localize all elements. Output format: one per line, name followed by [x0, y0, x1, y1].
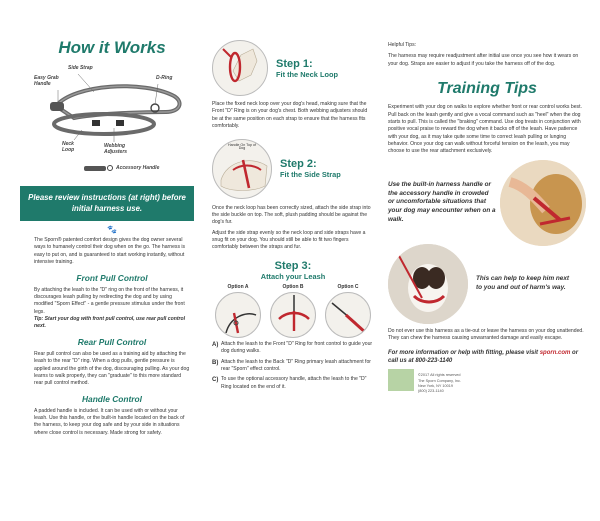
list-item [212, 359, 374, 374]
front-pull-text: By attaching the leash to the "D" ring on the front of the harness, it discourages leash pulling by redirecting the dog and by using modified "Sporn Effect" - a gentle pressure stimulus under the front legs. [34, 286, 185, 315]
photo-row-safety [388, 244, 586, 324]
step3-heading [212, 260, 374, 281]
accessory-ring-shape [108, 166, 113, 171]
step3-title: Step 3: [274, 259, 312, 272]
option-c-label: Option C [337, 283, 359, 290]
step2-text-2: Adjust the side strap evenly so the neck loop and side straps have a snug fit on your dog. You should still be able to fit two fingers comfortably between the straps and fur. [212, 229, 366, 251]
how-it-works-title: How it Works [58, 38, 166, 57]
option-c [322, 284, 374, 338]
helpful-tips-label: Helpful Tips: [388, 42, 417, 48]
label-accessory-handle: Accessory Handle [116, 165, 160, 171]
handle-photo [500, 160, 586, 246]
step1-row [212, 40, 374, 96]
handle-control-text: A padded handle is included. It can be used with or without your leash. Use this handle, or the built-in handle located on the back of the harness, to keep your dog safe and by your side in situations where close control is necessary. Made strong for safety. [34, 407, 185, 436]
handle-note: Use the built-in harness handle or the accessory handle in crowded or uncomfortable situations that your dog may encounter when on a walk. [388, 181, 496, 223]
website-link[interactable]: sporn.com [539, 349, 571, 356]
contact-suffix: or call us at 800-223-1140 [388, 349, 579, 364]
front-pull-tip: Tip: Start your dog with front pull control, use rear pull control next. [34, 316, 186, 330]
handle-shape [50, 102, 64, 111]
adjuster-shape [92, 120, 100, 126]
list-text: Attach the leash to the Back "D" Ring primary leash attachment for rear "Sporn" effect control. [221, 358, 371, 372]
step2-image [212, 139, 272, 199]
list-item [212, 376, 374, 391]
copyright-block [388, 369, 586, 394]
option-a-label: Option A [227, 283, 249, 290]
rear-pull-text: Rear pull control can also be used as a training aid by attaching the leash to the rear "D" ring. When a dog pulls, gentle pressure is applied around the girth of the dog, discouraging pulling. As your dog learns to walk properly, they can "graduate" to this more standard rear pull control method. [34, 350, 190, 387]
step2-row [212, 139, 374, 199]
list-key: A) [212, 341, 219, 348]
contact-info [388, 349, 586, 366]
option-b [267, 284, 319, 338]
list-key: C) [212, 377, 219, 384]
back-ring-icon [271, 293, 316, 338]
training-tips-text: Experiment with your dog on walks to explore whether front or rear control works best. Pull back on the leash gently and give a vocal command such as "heel" when the dog starts to pull. This is called the "braking" command. Use dog treats in conjunction with positive vocal praise to reward the dog when it backs off of the leash. Have patience with your dog, as it may take quite some time to correct leash pulling or lunging behavior. Once your dog can walk without forceful tension on the leash, you may choose to use the rear attachment exclusively. [388, 104, 582, 155]
step1-subtitle: Fit the Neck Loop [276, 69, 339, 79]
front-ring-icon [216, 293, 261, 338]
step2-subtitle: Fit the Side Strap [280, 170, 341, 179]
photo-row-handle [388, 160, 586, 246]
label-d-ring: D-Ring [156, 75, 173, 81]
contact-prefix: For more information or help with fitting, please visit [388, 349, 540, 356]
adjuster-shape [116, 120, 124, 126]
dog-neck-loop-icon [213, 41, 268, 96]
label-neck-loop: Neck Loop [62, 141, 75, 153]
step1-image [212, 40, 268, 96]
handle-control-heading: Handle Control [81, 393, 143, 404]
leash-options [212, 284, 374, 338]
paw-icon: 🐾 [107, 225, 117, 235]
safety-note: This can help to keep him next to you and out of harm's way. [476, 275, 570, 291]
neck-loop-shape [54, 114, 154, 134]
dog-on-leash-image [388, 244, 468, 324]
dog-with-handle-image [500, 160, 586, 246]
option-a [212, 284, 264, 338]
leash-option-list [212, 341, 374, 391]
label-webbing-adjusters: Webbing Adjusters [104, 143, 128, 155]
harness-diagram [34, 62, 190, 180]
accessory-handle-icon [326, 293, 371, 338]
option-c-image [325, 292, 371, 338]
column-how-it-works [0, 0, 200, 521]
step1-text: Place the fixed neck loop over your dog's head, making sure that the Front "D" Ring is on your dog's chest. Both webbing adjusters should be at the same position on each strap to ensure that the harness fits comfortably. [212, 101, 368, 130]
warning-text: Do not ever use this harness as a tie-out or leave the harness on your dog unattended. They can chew the harness causing unwarranted damage and easily escape. [388, 327, 584, 342]
copyright-text: ©2017 All rights reserved The Sporn Company, Inc. New York, NY 10019 (800) 223-1140 [418, 373, 461, 394]
step3-subtitle: Attach your Leash [260, 271, 326, 281]
option-b-label: Option B [282, 283, 304, 290]
list-key: B) [212, 359, 219, 366]
option-a-image [215, 292, 261, 338]
label-easy-grab-handle: Easy Grab Handle [34, 75, 59, 87]
safety-photo [388, 244, 468, 324]
intro-text: The Sporn® patented comfort design gives the dog owner several ways to humanely control their dog when on the go. The harness is easy to put on, and is guaranteed to start working instantly, without intensive training. [34, 237, 186, 266]
accessory-handle-shape [84, 166, 106, 171]
step2-title: Step 2: [280, 158, 317, 170]
rear-pull-heading: Rear Pull Control [77, 336, 147, 347]
list-text: Attach the leash to the Front "D" Ring for front control to guide your dog during walks. [221, 340, 373, 355]
pointer-line [155, 84, 158, 104]
column-tips [378, 0, 600, 521]
column-steps [200, 0, 378, 521]
recycle-logo-icon [388, 369, 414, 391]
list-item [212, 341, 374, 356]
step2-callout: Handle On Top of Dog [228, 142, 256, 151]
option-b-image [270, 292, 316, 338]
training-tips-title: Training Tips [437, 80, 537, 98]
list-text: To use the optional accessory handle, attach the leash to the "D" Ring located on the end of it. [221, 376, 367, 390]
step1-title: Step 1: [276, 57, 313, 70]
helpful-tips-text: The harness may require readjustment after initial use once you see how it wears on your dog. Straps are easier to adjust if you take the harness off of the dog. [388, 53, 579, 67]
front-pull-heading: Front Pull Control [76, 272, 148, 283]
review-instructions-banner: Please review instructions (at right) before initial harness use. [20, 186, 194, 221]
label-side-strap: Side Strap [68, 65, 93, 71]
step2-text-1: Once the neck loop has been correctly sized, attach the side strap into the side buckle on top. The soft, plush padding should be against the dog's fur. [212, 204, 371, 226]
